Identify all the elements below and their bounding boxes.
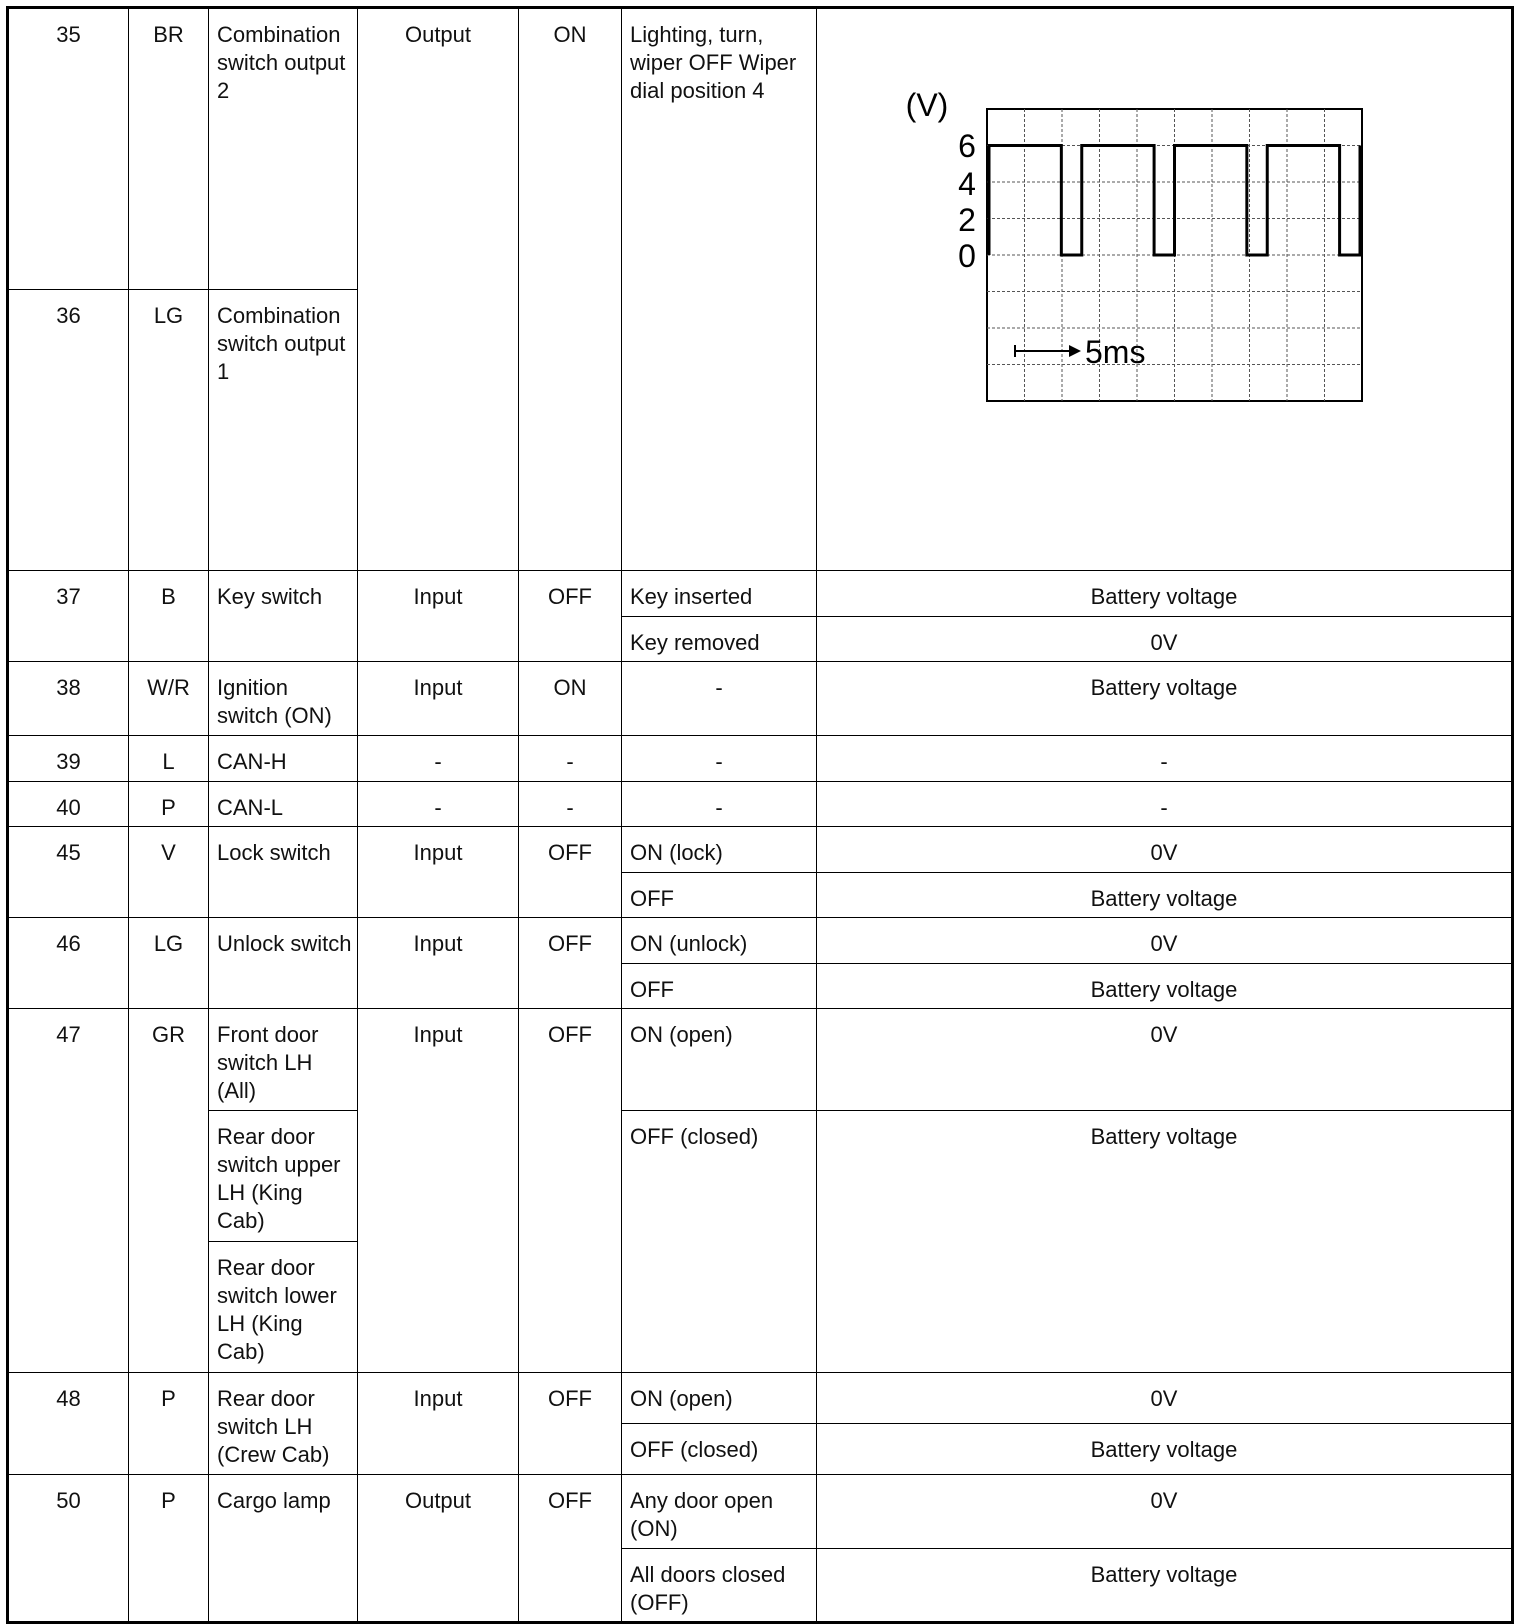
table-row: [8, 918, 1513, 964]
ignition-switch: OFF: [519, 918, 622, 1009]
wire-color: P: [129, 1475, 209, 1623]
signal-name: Lock switch: [209, 827, 358, 918]
ignition-switch: -: [519, 782, 622, 827]
input-output: Input: [358, 1373, 519, 1475]
condition: ON (lock): [622, 827, 817, 873]
wire-color: V: [129, 827, 209, 918]
value: 0V: [817, 1475, 1513, 1549]
wire-color: P: [129, 1373, 209, 1475]
y-tick-6: 6: [958, 128, 976, 164]
signal-name: CAN-L: [209, 782, 358, 827]
wire-color: LG: [129, 289, 209, 571]
value: 0V: [817, 1009, 1513, 1111]
terminal-number: 48: [8, 1373, 129, 1475]
signal-name: Key switch: [209, 571, 358, 662]
condition: OFF: [622, 964, 817, 1009]
y-tick-4: 4: [958, 166, 976, 202]
table-row: [8, 736, 1513, 782]
terminal-number: 46: [8, 918, 129, 1009]
signal-name: Rear door switch lower LH (King Cab): [209, 1242, 358, 1373]
y-tick-0: 0: [958, 238, 976, 274]
condition: OFF (closed): [622, 1424, 817, 1475]
value: -: [817, 782, 1513, 827]
ignition-switch: ON: [519, 662, 622, 736]
terminal-table-sheet: [6, 6, 1511, 1615]
input-output: Input: [358, 1009, 519, 1373]
input-output: Input: [358, 827, 519, 918]
value: 0V: [817, 827, 1513, 873]
ignition-switch: -: [519, 736, 622, 782]
condition: OFF: [622, 873, 817, 918]
signal-name: Unlock switch: [209, 918, 358, 1009]
value: 0V: [817, 1373, 1513, 1424]
condition: Key removed: [622, 617, 817, 662]
signal-name: CAN-H: [209, 736, 358, 782]
wire-color: B: [129, 571, 209, 662]
ignition-switch: ON: [519, 8, 622, 571]
terminal-number: 40: [8, 782, 129, 827]
square-wave-trace: [989, 146, 1360, 256]
value: 0V: [817, 918, 1513, 964]
input-output: -: [358, 736, 519, 782]
signal-name: Combination switch output 2: [209, 8, 358, 290]
signal-name: Front door switch LH (All): [209, 1009, 358, 1111]
condition: -: [622, 782, 817, 827]
signal-name: Ignition switch (ON): [209, 662, 358, 736]
condition: -: [622, 662, 817, 736]
ignition-switch: OFF: [519, 1475, 622, 1623]
ignition-switch: OFF: [519, 1009, 622, 1373]
voltage-unit-label: (V): [905, 87, 949, 123]
condition: ON (open): [622, 1373, 817, 1424]
terminal-table: [6, 6, 1514, 1624]
pulse-waveform: [989, 146, 1360, 256]
value: 0V: [817, 617, 1513, 662]
input-output: Output: [358, 8, 519, 571]
condition: Key inserted: [622, 571, 817, 617]
table-row: [8, 571, 1513, 617]
table-row: [8, 1475, 1513, 1549]
input-output: Input: [358, 662, 519, 736]
terminal-number: 37: [8, 571, 129, 662]
condition: ON (unlock): [622, 918, 817, 964]
value: Battery voltage: [817, 964, 1513, 1009]
ignition-switch: OFF: [519, 827, 622, 918]
table-row: [8, 1111, 1513, 1242]
value: Battery voltage: [817, 662, 1513, 736]
terminal-number: 35: [8, 8, 129, 290]
waveform-chart: [817, 9, 1513, 563]
signal-name: Rear door switch LH (Crew Cab): [209, 1373, 358, 1475]
value: -: [817, 736, 1513, 782]
ignition-switch: OFF: [519, 571, 622, 662]
ignition-switch: OFF: [519, 1373, 622, 1475]
terminal-number: 47: [8, 1009, 129, 1373]
value: Battery voltage: [817, 1424, 1513, 1475]
wire-color: BR: [129, 8, 209, 290]
table-row: [8, 1373, 1513, 1424]
condition: -: [622, 736, 817, 782]
y-tick-2: 2: [958, 202, 976, 238]
table-row: [8, 827, 1513, 873]
terminal-number: 50: [8, 1475, 129, 1623]
signal-name: Cargo lamp: [209, 1475, 358, 1623]
input-output: Input: [358, 918, 519, 1009]
terminal-number: 39: [8, 736, 129, 782]
waveform-cell: [817, 8, 1513, 571]
input-output: -: [358, 782, 519, 827]
input-output: Output: [358, 1475, 519, 1623]
terminal-number: 38: [8, 662, 129, 736]
table-row: [8, 662, 1513, 736]
input-output: Input: [358, 571, 519, 662]
wire-color: L: [129, 736, 209, 782]
condition: ON (open): [622, 1009, 817, 1111]
condition: OFF (closed): [622, 1111, 817, 1373]
value: Battery voltage: [817, 1549, 1513, 1623]
terminal-number: 36: [8, 289, 129, 571]
condition: Lighting, turn, wiper OFF Wiper dial position 4: [622, 8, 817, 571]
wire-color: W/R: [129, 662, 209, 736]
terminal-number: 45: [8, 827, 129, 918]
signal-name: Combination switch output 1: [209, 289, 358, 571]
condition: All doors closed (OFF): [622, 1549, 817, 1623]
table-row: [8, 8, 1513, 290]
value: Battery voltage: [817, 1111, 1513, 1373]
condition: Any door open (ON): [622, 1475, 817, 1549]
table-row: [8, 1009, 1513, 1111]
value: Battery voltage: [817, 571, 1513, 617]
value: Battery voltage: [817, 873, 1513, 918]
wire-color: P: [129, 782, 209, 827]
signal-name: Rear door switch upper LH (King Cab): [209, 1111, 358, 1242]
time-scale-label: 5ms: [1085, 334, 1146, 370]
wire-color: LG: [129, 918, 209, 1009]
table-row: [8, 782, 1513, 827]
wire-color: GR: [129, 1009, 209, 1373]
